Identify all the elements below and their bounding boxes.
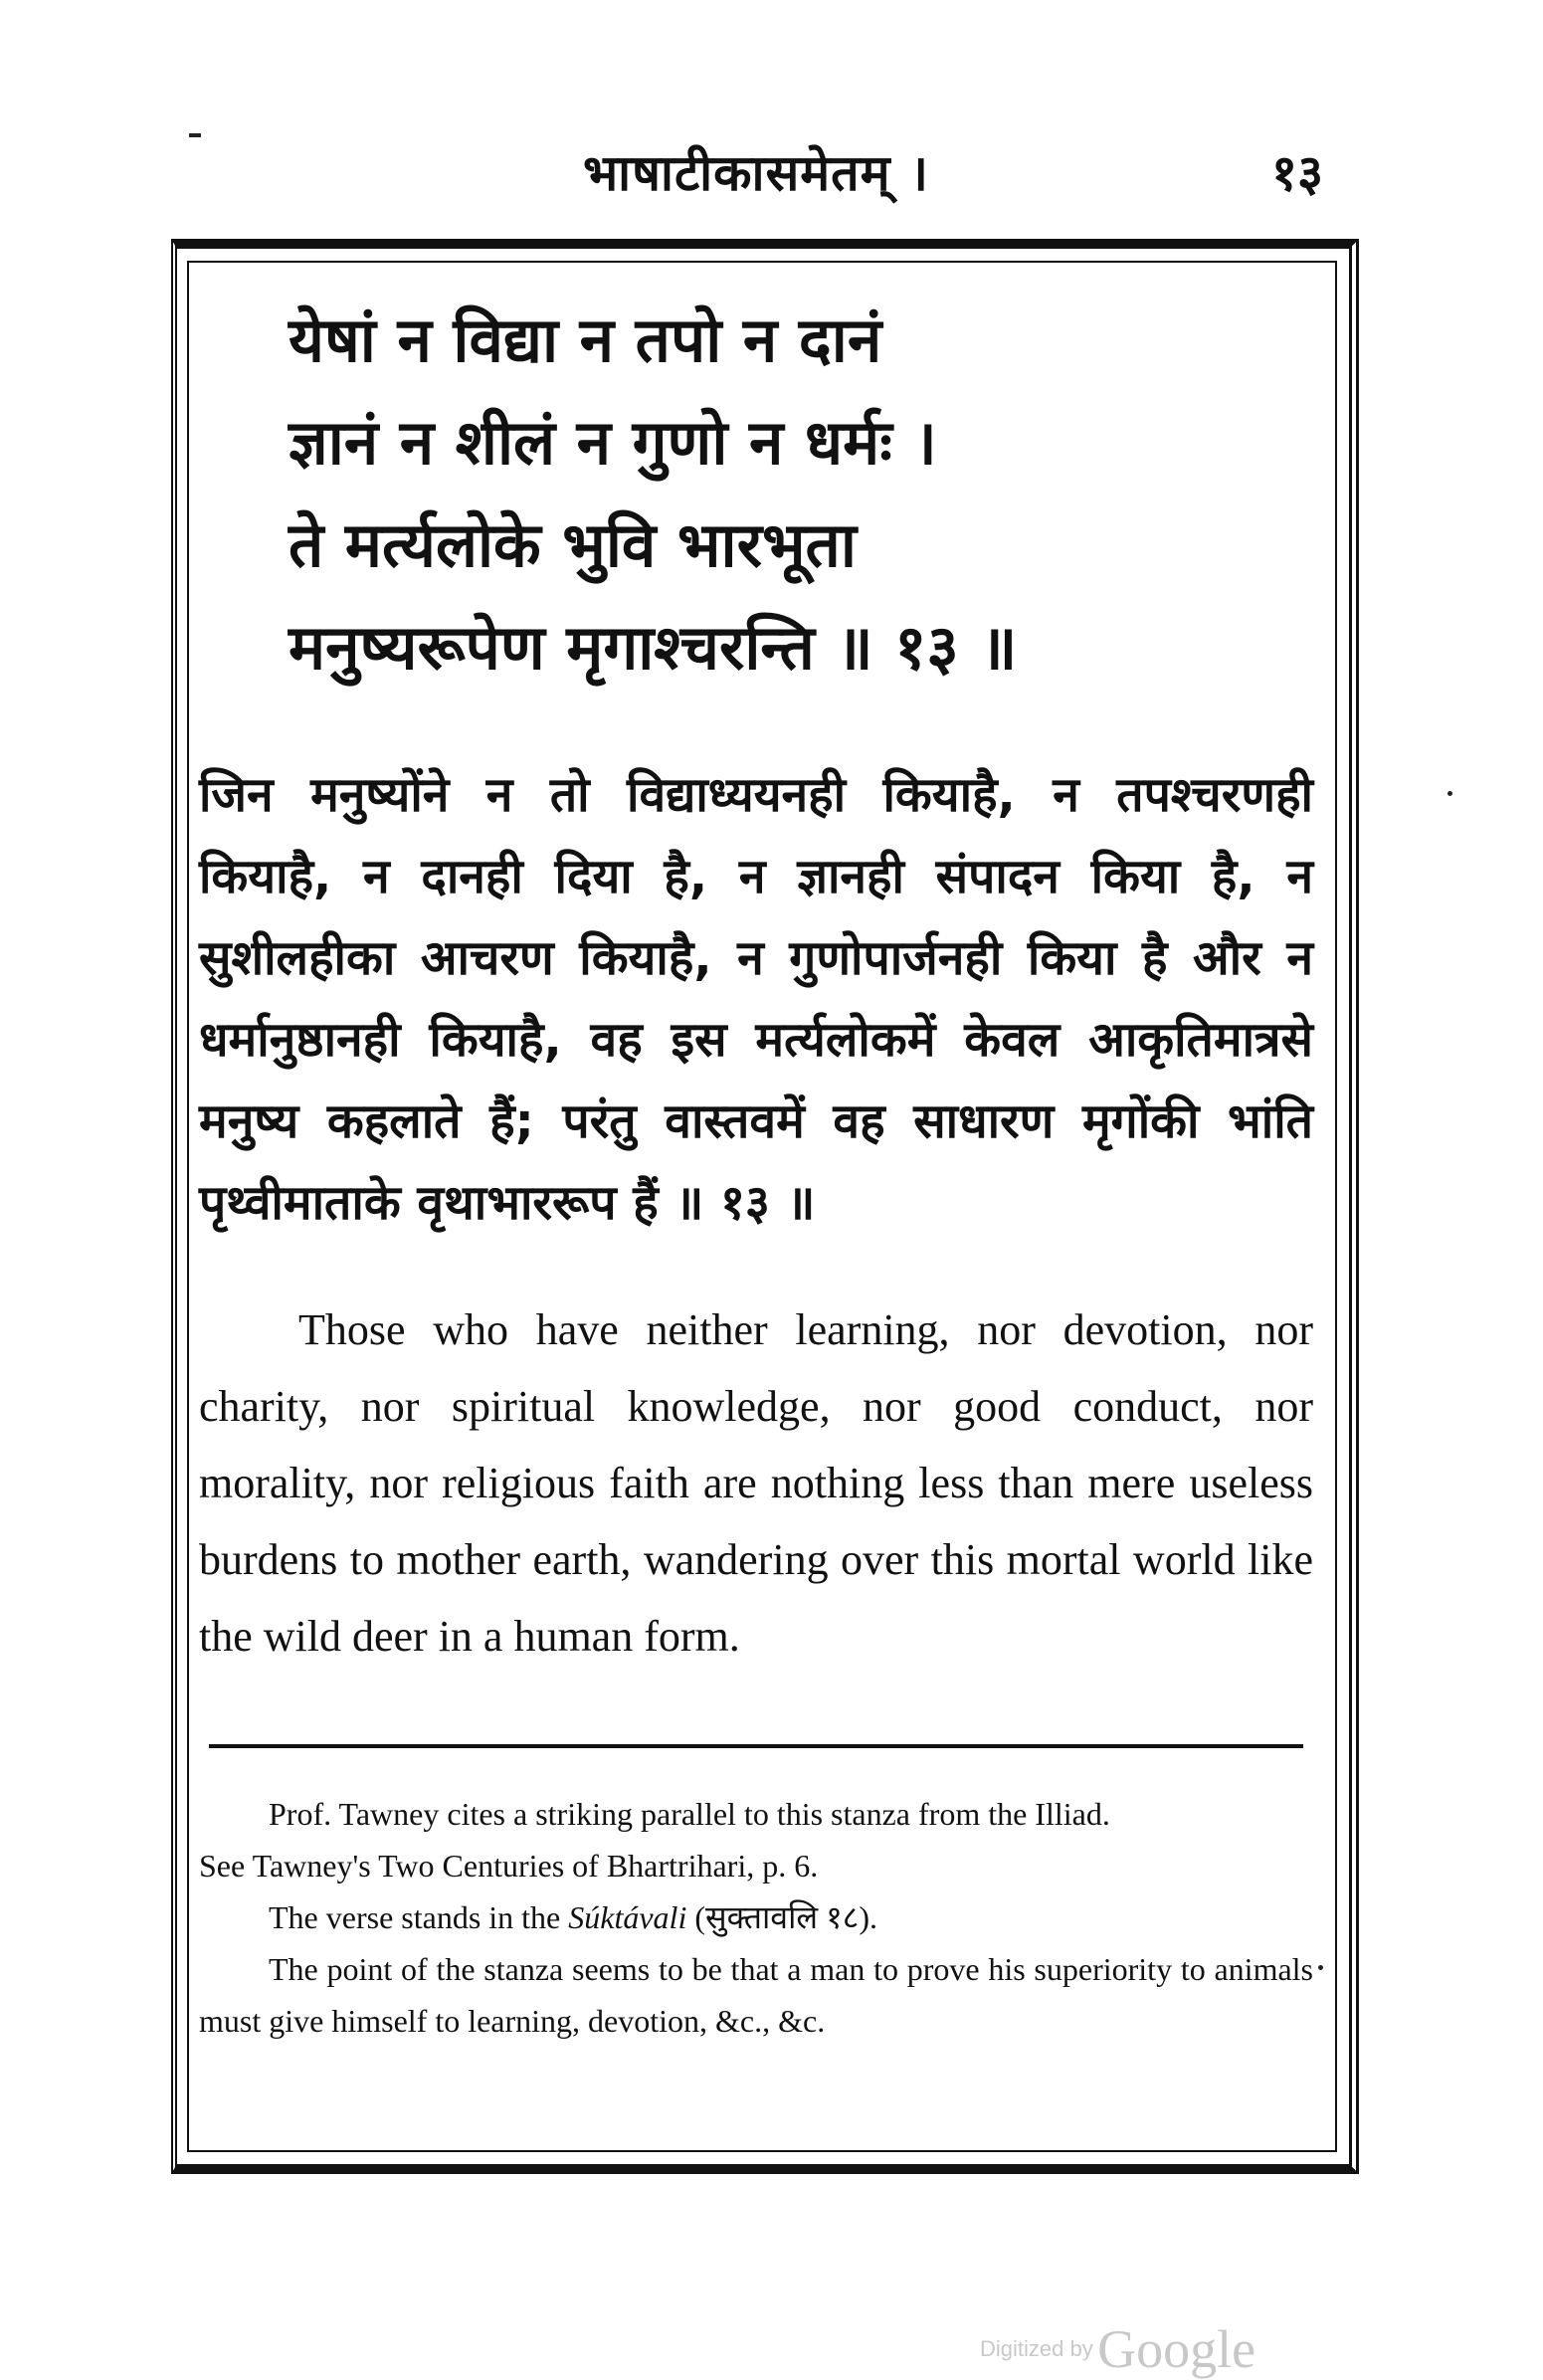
verse-line: ज्ञानं न शीलं न गुणो न धर्मः । [289, 406, 937, 479]
footnote-tawney-reference: See Tawney's Two Centuries of Bhartrihari, p. 6. [199, 1848, 819, 1884]
verse-line: येषां न विद्या न तपो न दानं [289, 303, 882, 376]
verse-line: मनुष्यरूपेण मृगाश्चरन्ति ॥ १३ ॥ [289, 611, 1018, 684]
verse-line: ते मर्त्यलोके भुवि भारभूता [289, 508, 857, 581]
footnotes [199, 1788, 1313, 2047]
english-translation: Those who have neither learning, nor devotion, nor charity, nor spiritual knowledge, nor good conduct, nor morality, nor religious faith are nothing less than mere useless burdens to mother earth, wandering over this mortal world like the wild deer in a human form. [199, 1305, 1313, 1661]
speck-mark [1447, 791, 1452, 796]
sanskrit-verse [289, 289, 1313, 698]
speck-mark [189, 133, 201, 137]
footnote-source-title: Súktávali [568, 1899, 687, 1935]
speck-mark [1318, 1965, 1323, 1970]
digitized-watermark [980, 2318, 1255, 2380]
page-content [199, 289, 1313, 2047]
page-header [169, 137, 1343, 207]
footnote-source [199, 1891, 1313, 1943]
footnote-source-prefix: The verse stands in the [269, 1899, 561, 1935]
running-title: भाषाटीकासमेतम् । [583, 144, 929, 202]
hindi-commentary: जिन मनुष्योंने न तो विद्याध्ययनही कियाहै, न तपश्चरणही कियाहै, न दानही दिया है, न ज्ञानही संपादन किया है, न सुशीलहीका आचरण कियाहै, न गुणोपार्जनही किया है और न धर्मानुष्ठानही कियाहै, वह इस मर्त्यलोकमें केवल आकृतिमात्रसे मनुष्य कहलाते हैं; परंतु वास्तवमें वह साधारण मृगोंकी भांति पृथ्वीमाताके वृथाभाररूप हैं ॥ १३ ॥ [199, 767, 1313, 1231]
footnote-divider [209, 1744, 1303, 1748]
watermark-prefix: Digitized by [980, 2336, 1093, 2361]
page-number: १३ [1271, 144, 1323, 202]
footnote-stanza-point: The point of the stanza seems to be that a man to prove his superiority to animals must give himself to learning, devotion, &c., &c. [199, 1951, 1313, 2039]
footnote-tawney-parallel: Prof. Tawney cites a striking parallel to this stanza from the Illiad. [269, 1796, 1110, 1832]
google-logo: Google [1097, 2319, 1256, 2379]
footnote-source-suffix: (सुक्तावलि १८). [694, 1899, 878, 1935]
